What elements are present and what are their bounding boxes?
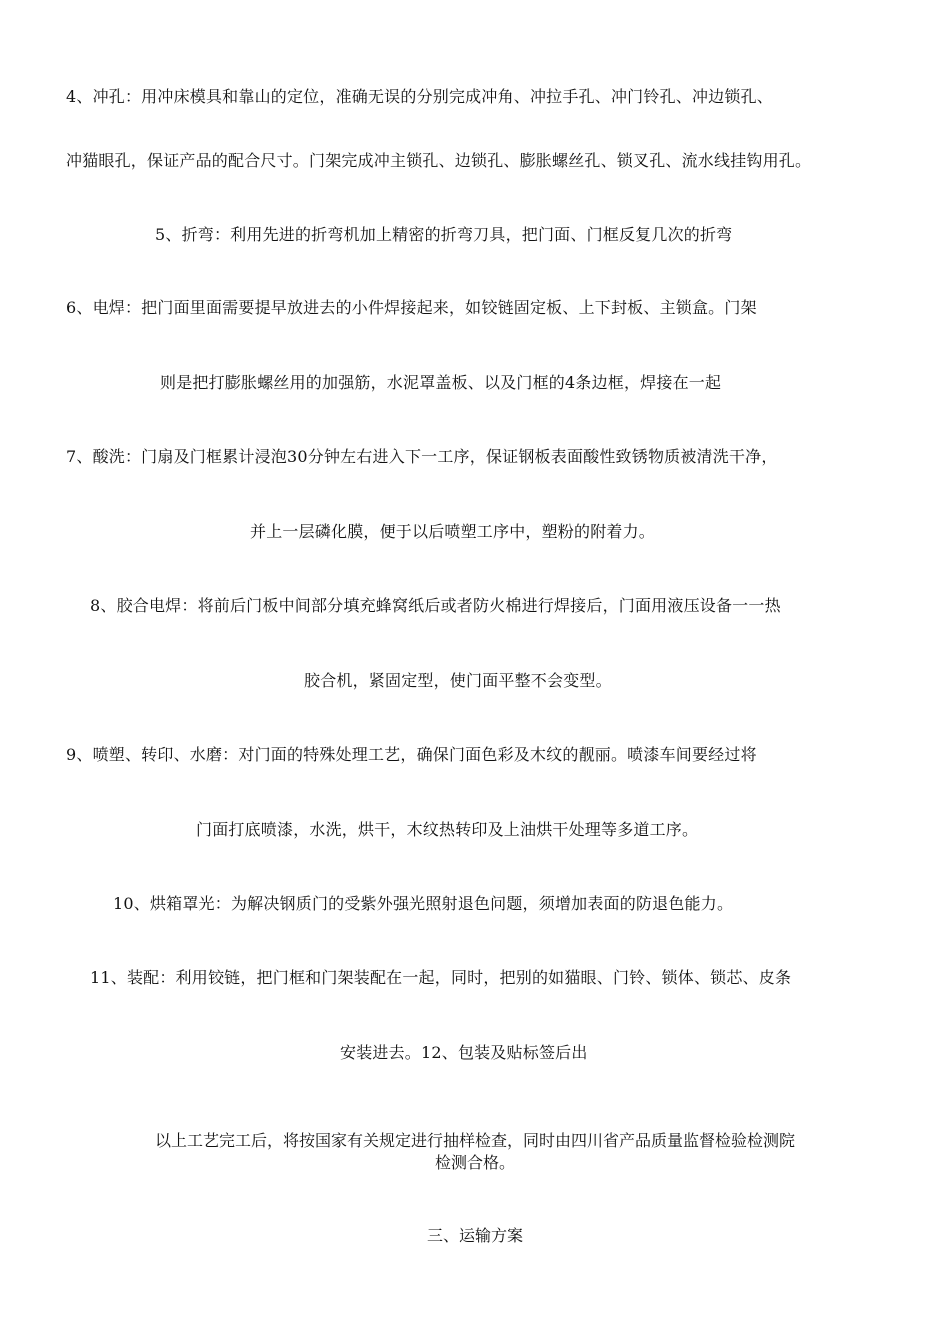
paragraph-7-line-1: 7、酸洗：门扇及门框累计浸泡30分钟左右进入下一工序，保证钢板表面酸性致锈物质被清洗干净， — [66, 447, 778, 466]
paragraph-6-line-1: 6、电焊：把门面里面需要提早放进去的小件焊接起来，如铰链固定板、上下封板、主锁盒。门架 — [66, 298, 757, 317]
paragraph-9-line-1: 9、喷塑、转印、水磨：对门面的特殊处理工艺，确保门面色彩及木纹的靓丽。喷漆车间要经过将 — [66, 745, 757, 764]
paragraph-5: 5、折弯：利用先进的折弯机加上精密的折弯刀具，把门面、门框反复几次的折弯 — [155, 225, 733, 244]
closing-statement-line-1: 以上工艺完工后，将按国家有关规定进行抽样检查，同时由四川省产品质量监督检验检测院 — [154, 1131, 795, 1150]
closing-statement-line-2: 检测合格。 — [434, 1153, 515, 1172]
paragraph-10: 10、烘箱罩光：为解决钢质门的受紫外强光照射退色问题，须增加表面的防退色能力。 — [113, 894, 734, 913]
paragraph-4-line-1: 4、冲孔：用冲床模具和靠山的定位，准确无误的分别完成冲角、冲拉手孔、冲门铃孔、冲边锁孔、 — [66, 87, 773, 106]
paragraph-11-line-2: 安装进去。12、包装及贴标签后出 — [340, 1043, 588, 1062]
paragraph-6-line-2: 则是把打膨胀螺丝用的加强筋，水泥罩盖板、以及门框的4条边框，焊接在一起 — [160, 373, 722, 392]
paragraph-8-line-2: 胶合机，紧固定型，使门面平整不会变型。 — [304, 671, 612, 690]
paragraph-8-line-1: 8、胶合电焊：将前后门板中间部分填充蜂窝纸后或者防火棉进行焊接后，门面用液压设备一一热 — [90, 596, 781, 615]
paragraph-11-line-1: 11、装配：利用铰链，把门框和门架装配在一起，同时，把别的如猫眼、门铃、锁体、锁芯、皮条 — [90, 968, 792, 987]
paragraph-4-line-2: 冲猫眼孔，保证产品的配合尺寸。门架完成冲主锁孔、边锁孔、膨胀螺丝孔、锁叉孔、流水线挂钩用孔。 — [66, 151, 812, 170]
paragraph-7-line-2: 并上一层磷化膜，便于以后喷塑工序中，塑粉的附着力。 — [250, 522, 656, 541]
section-heading: 三、运输方案 — [426, 1226, 523, 1245]
paragraph-9-line-2: 门面打底喷漆，水洗，烘干，木纹热转印及上油烘干处理等多道工序。 — [196, 820, 699, 839]
